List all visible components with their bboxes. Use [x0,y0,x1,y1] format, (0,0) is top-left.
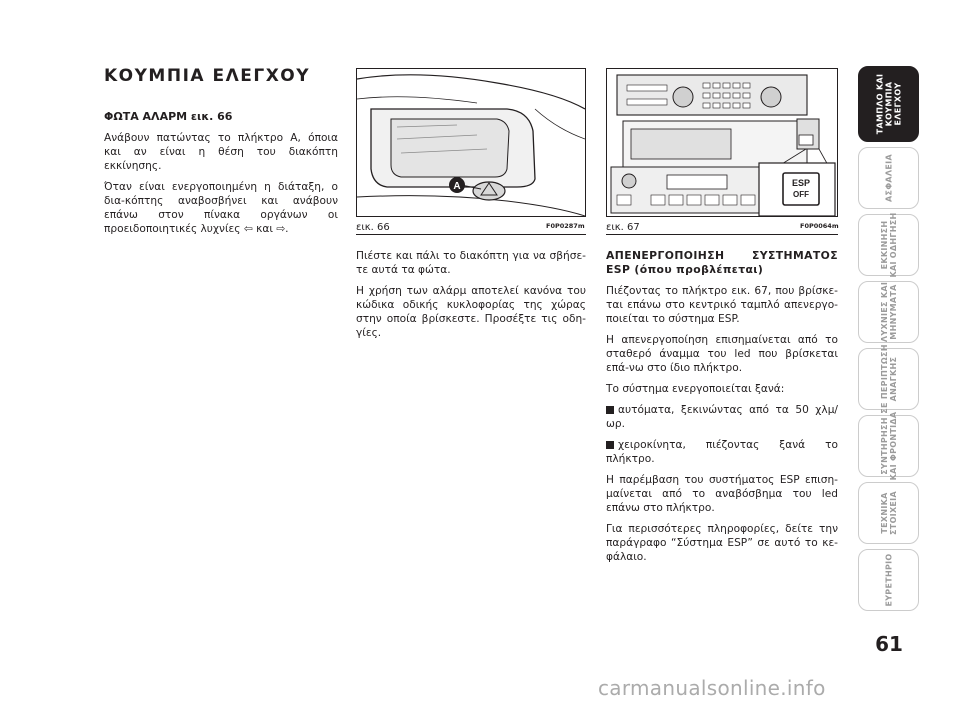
bullet-text: αυτόματα, ξεκινώντας από τα 50 χλμ/ωρ. [606,404,838,430]
esp-label: ESP [791,178,811,188]
tab-index[interactable] [858,549,919,611]
figure-divider [356,234,586,235]
tab-safety[interactable] [858,147,919,209]
chapter-tabs [858,66,919,616]
figure-67-label: εικ. 67 [606,222,640,233]
paragraph: Ανάβουν πατώντας το πλήκτρο A, όποια και αν είναι η θέση του διακόπτη εκκίνησης. [104,132,338,172]
tab-label: ΑΣΦΑΛΕΙΑ [884,154,893,202]
tab-label: ΕΥΡΕΤΗΡΙΟ [884,553,893,607]
figure-67-esp-switch [606,68,838,217]
esp-off-button-icon [783,173,819,205]
paragraph: Πιέζοντας το πλήκτρο εικ. 67, που βρίσκε-ται επάνω στο κεντρικό ταμπλό απενεργο-ποιείται το σύστημα ESP. [606,285,838,325]
section-subtitle-esp: ΑΠΕΝΕΡΓΟΠΟΙΗΣΗ ΣΥΣΤΗΜΑΤΟΣ ESP (όπου προβλέπεται) [606,249,838,276]
tab-label: ΣΥΝΤΗΡΗΣΗ ΚΑΙ ΦΡΟΝΤΙΔΑ [879,411,898,481]
dashboard-illustration [357,69,585,216]
esp-off-label: OFF [793,190,809,199]
callout-a: A [453,181,461,192]
center-console-illustration [607,69,837,216]
tab-label: ΤΑΜΠΛΟ ΚΑΙ ΚΟΥΜΠΙΑ ΕΛΕΓΧΟΥ [875,73,902,135]
tab-label: ΤΕΧΝΙΚΑ ΣΤΟΙΧΕΙΑ [879,491,898,535]
paragraph: Η απενεργοποίηση επισημαίνεται από το σταθερό άναμμα του led που βρίσκεται επά-νω στο ίδιο πλήκτρο. [606,334,838,374]
bullet-item [606,403,838,431]
figure-66-hazard-switch [356,68,586,217]
watermark: carmanualsonline.info [598,676,826,700]
paragraph: Το σύστημα ενεργοποιείται ξανά: [606,383,785,395]
tab-dashboard-controls[interactable] [858,66,919,142]
column-hazard-lights [104,110,338,243]
tab-maintenance[interactable] [858,411,919,481]
paragraph: Η χρήση των αλάρμ αποτελεί κανόνα του κώδικα οδικής κυκλοφορίας της χώρας στην οποία βρίσκεστε. Προσέξτε τις οδη-γίες. [356,285,586,339]
checkbox-bullet-icon [606,406,614,414]
figure-66-label: εικ. 66 [356,222,390,233]
tab-starting-driving[interactable] [858,214,919,276]
bullet-text: χειροκίνητα, πιέζοντας ξανά το πλήκτρο. [606,439,838,465]
bullet-item [606,438,838,466]
paragraph: Πιέστε και πάλι το διακόπτη για να σβήσε-τε αυτά τα φώτα. [356,250,586,276]
tab-label: ΛΥΧΝΙΕΣ ΚΑΙ ΜΗΝΥΜΑΤΑ [879,281,898,343]
figure-divider [606,234,838,235]
tab-emergency[interactable] [858,344,919,414]
column-hazard-continued [356,249,586,347]
tab-label: ΣΕ ΠΕΡΙΠΤΩΣΗ ΑΝΑΓΚΗΣ [879,344,898,414]
column-esp-deactivation [606,249,838,571]
paragraph: Για περισσότερες πληροφορίες, δείτε την παράγραφο “Σύστημα ESP” σε αυτό το κε-φάλαιο. [606,523,838,563]
figure-66-code: F0P0287m [546,222,585,230]
hazard-button-icon [473,182,505,200]
page-title: ΚΟΥΜΠΙΑ ΕΛΕΓΧΟΥ [104,66,311,86]
checkbox-bullet-icon [606,441,614,449]
page-number: 61 [875,632,903,656]
tab-label: ΕΚΚΙΝΗΣΗ ΚΑΙ ΟΔΗΓΗΣΗ [879,212,898,278]
section-subtitle-hazard: ΦΩΤΑ ΑΛΑΡΜ εικ. 66 [104,110,233,123]
paragraph: Η παρέμβαση του συστήματος ESP επιση-μαίνεται από το αναβόσβημα του led επάνω στο πλήκτρο. [606,474,838,514]
figure-67-code: F0P0064m [800,222,839,230]
tab-technical-data[interactable] [858,482,919,544]
tab-warning-lights[interactable] [858,281,919,343]
paragraph: Όταν είναι ενεργοποιημένη η διάταξη, ο δια-κόπτης αναβοσβήνει και ανάβουν επάνω στον πίνακα οργάνων οι προειδοποιητικές λυχνίες ⇦ και ⇨. [104,181,338,235]
